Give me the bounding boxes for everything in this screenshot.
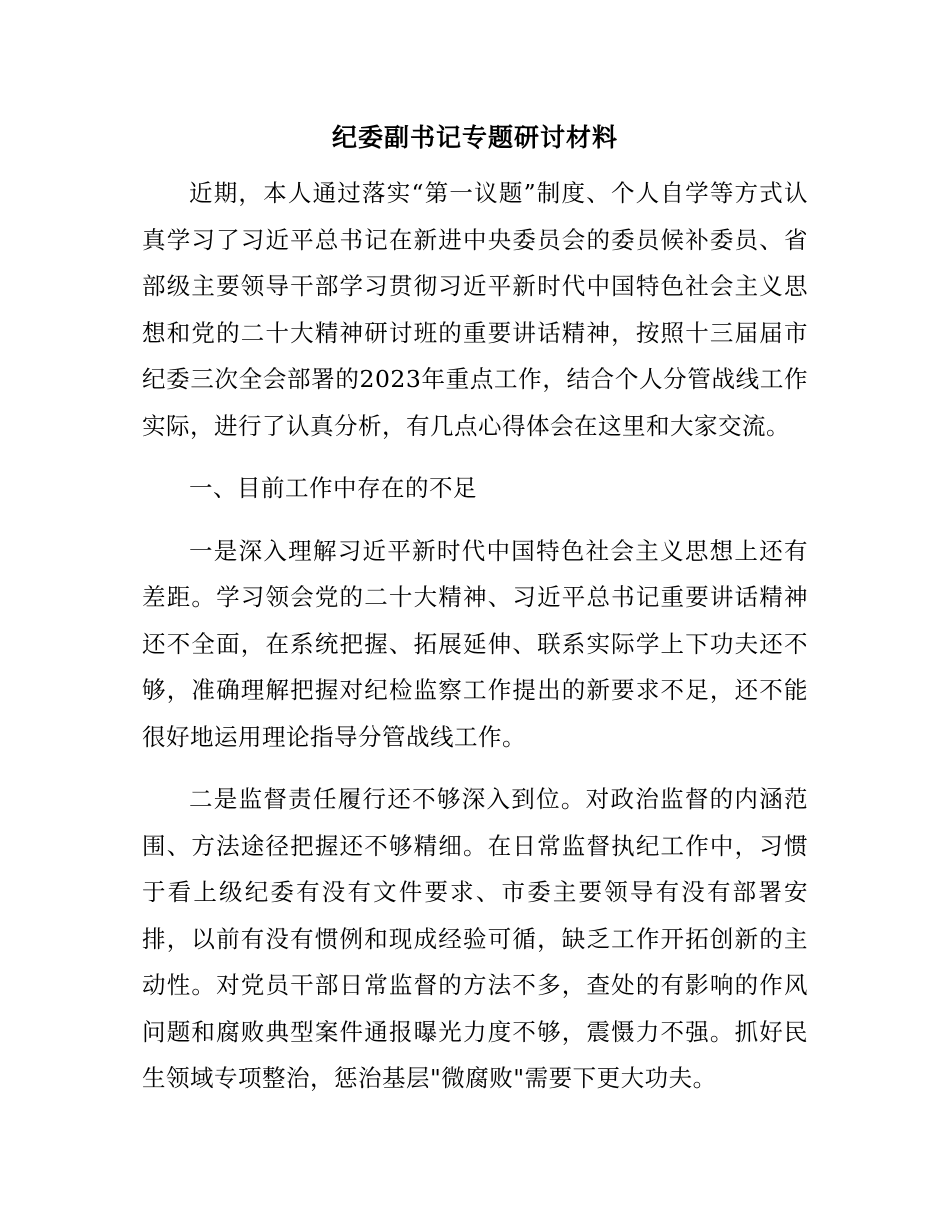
document-title: 纪委副书记专题研讨材料	[331, 123, 618, 152]
paragraph-point-two: 二是监督责任履行还不够深入到位。对政治监督的内涵范围、方法途径把握还不够精细。在日常监督执纪工作中，习惯于看上级纪委有没有文件要求、市委主要领导有没有部署安排，以前有没有惯例和现成经验可循，缺乏工作开拓创新的主动性。对党员干部日常监督的方法不多，查处的有影响的作风问题和腐败典型案件通报曝光力度不够，震慑力不强。抓好民生领域专项整治，惩治基层"微腐败"需要下更大功夫。	[142, 785, 808, 1092]
section-heading-shortcomings: 一、目前工作中存在的不足	[189, 474, 477, 502]
document-body	[142, 116, 808, 1102]
paragraph-intro: 近期，本人通过落实“第一议题”制度、个人自学等方式认真学习了习近平总书记在新进中央委员会的委员候补委员、省部级主要领导干部学习贯彻习近平新时代中国特色社会主义思想和党的二十大精神研讨班的重要讲话精神，按照十三届届市纪委三次全会部署的2023年重点工作，结合个人分管战线工作实际，进行了认真分析，有几点心得体会在这里和大家交流。	[142, 179, 808, 440]
paragraph-point-one: 一是深入理解习近平新时代中国特色社会主义思想上还有差距。学习领会党的二十大精神、习近平总书记重要讲话精神还不全面，在系统把握、拓展延伸、联系实际学上下功夫还不够，准确理解把握对纪检监察工作提出的新要求不足，还不能很好地运用理论指导分管战线工作。	[142, 536, 808, 751]
